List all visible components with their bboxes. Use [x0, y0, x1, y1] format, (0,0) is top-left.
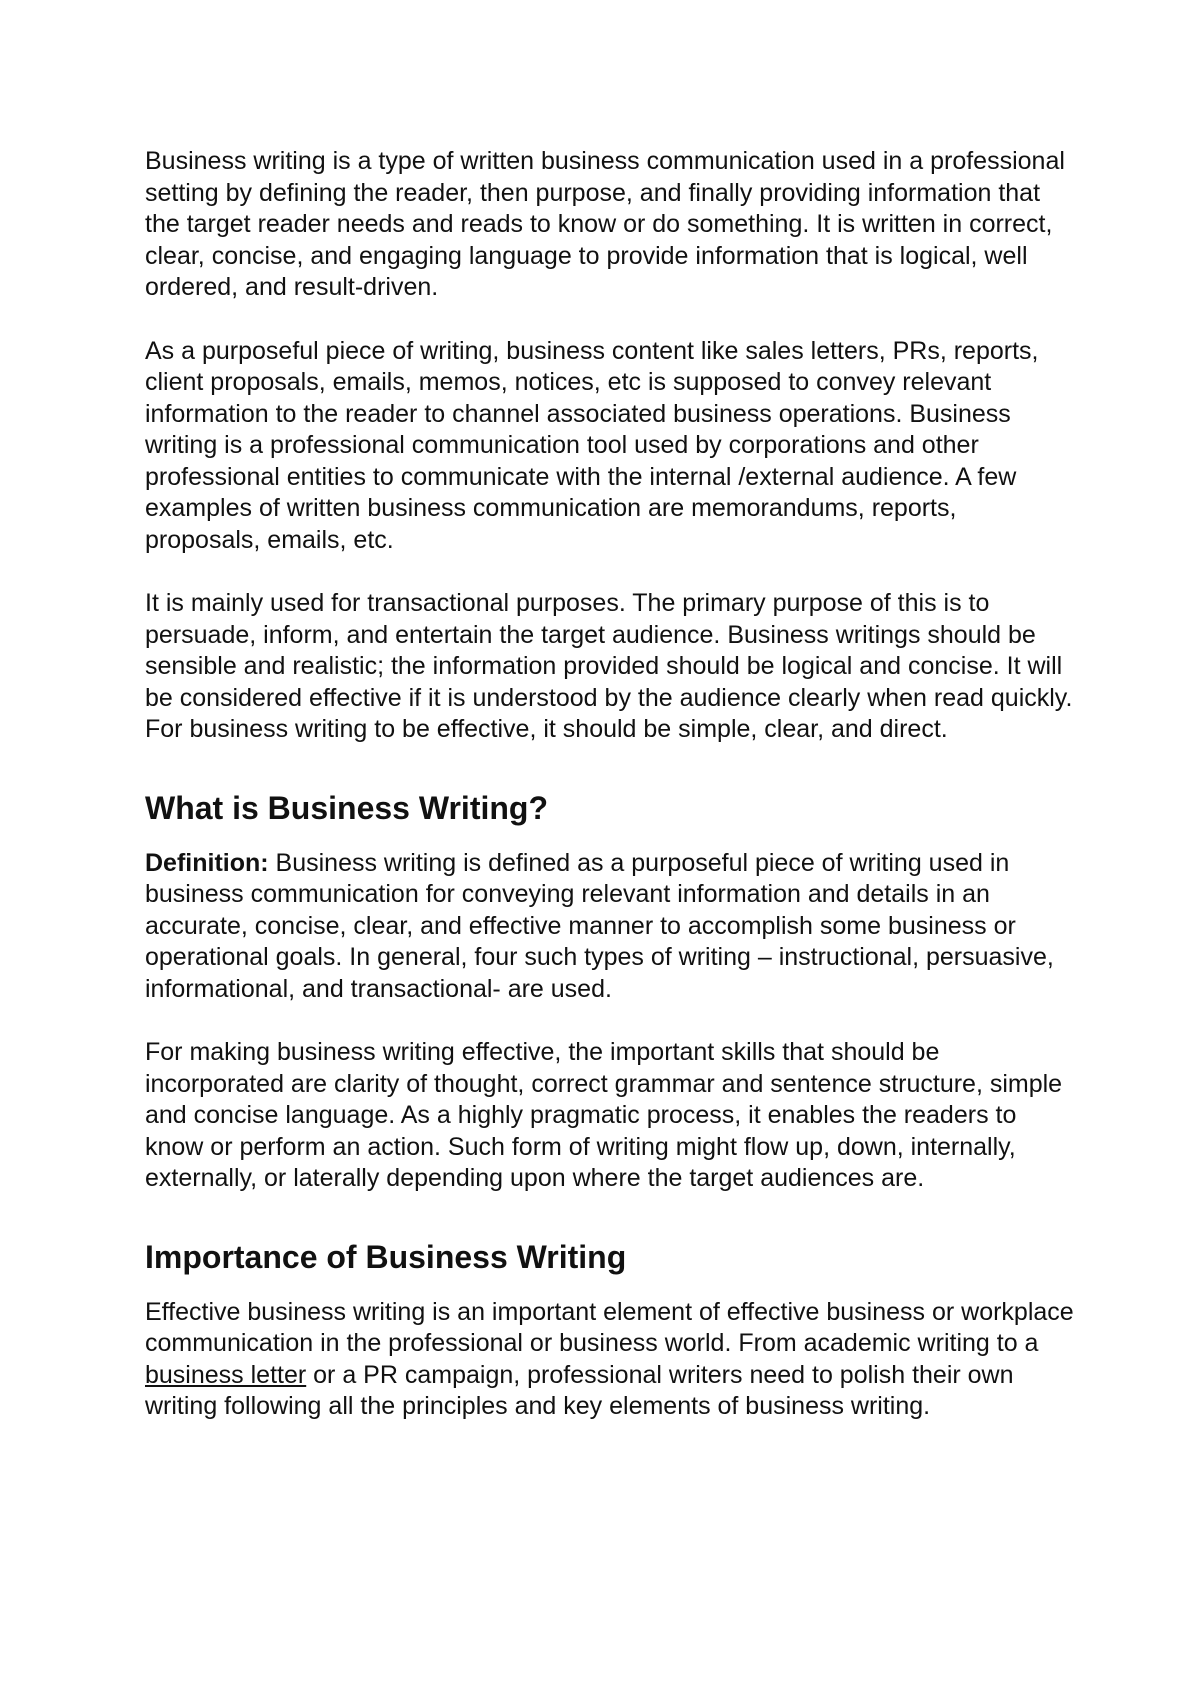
document-page	[145, 146, 1075, 1455]
heading-what-is-business-writing: What is Business Writing?	[145, 789, 548, 826]
definition-text: Business writing is defined as a purposeful piece of writing used in business communication for conveying relevant information and details in an accurate, concise, clear, and effective manner to accomplish some business or operational goals. In general, four such types of writing – instructional, persuasive, informational, and transactional- are used.	[145, 848, 1054, 1003]
intro-paragraph-1: Business writing is a type of written business communication used in a professional setting by defining the reader, then purpose, and finally providing information that the target reader needs and reads to know or do something. It is written in correct, clear, concise, and engaging language to provide information that is logical, well ordered, and result-driven.	[145, 147, 1065, 301]
heading-importance-of-business-writing: Importance of Business Writing	[145, 1238, 627, 1275]
intro-paragraph-3: It is mainly used for transactional purposes. The primary purpose of this is to persuade, inform, and entertain the target audience. Business writings should be sensible and realistic; the information provided should be logical and concise. It will be considered effective if it is understood by the audience clearly when read quickly. For business writing to be effective, it should be simple, clear, and direct.	[145, 589, 1073, 743]
skills-paragraph: For making business writing effective, the important skills that should be incorporated are clarity of thought, correct grammar and sentence structure, simple and concise language. As a highly pragmatic process, it enables the readers to know or perform an action. Such form of writing might flow up, down, internally, externally, or laterally depending upon where the target audiences are.	[145, 1038, 1063, 1192]
definition-label: Definition:	[145, 848, 269, 877]
importance-paragraph	[145, 1297, 1075, 1423]
importance-text-after-link: or a PR campaign, professional writers need to polish their own writing following all the principles and key elements of business writing.	[145, 1360, 1014, 1420]
intro-paragraph-2: As a purposeful piece of writing, business content like sales letters, PRs, reports, client proposals, emails, memos, notices, etc is supposed to convey relevant information to the reader to channel associated business operations. Business writing is a professional communication tool used by corporations and other professional entities to communicate with the internal /external audience. A few examples of written business communication are memorandums, reports, proposals, emails, etc.	[145, 336, 1039, 554]
importance-text-before-link: Effective business writing is an important element of effective business or workplace communication in the professional or business world. From academic writing to a	[145, 1297, 1074, 1357]
business-letter-link[interactable]: business letter	[145, 1360, 307, 1389]
definition-paragraph	[145, 848, 1075, 1006]
